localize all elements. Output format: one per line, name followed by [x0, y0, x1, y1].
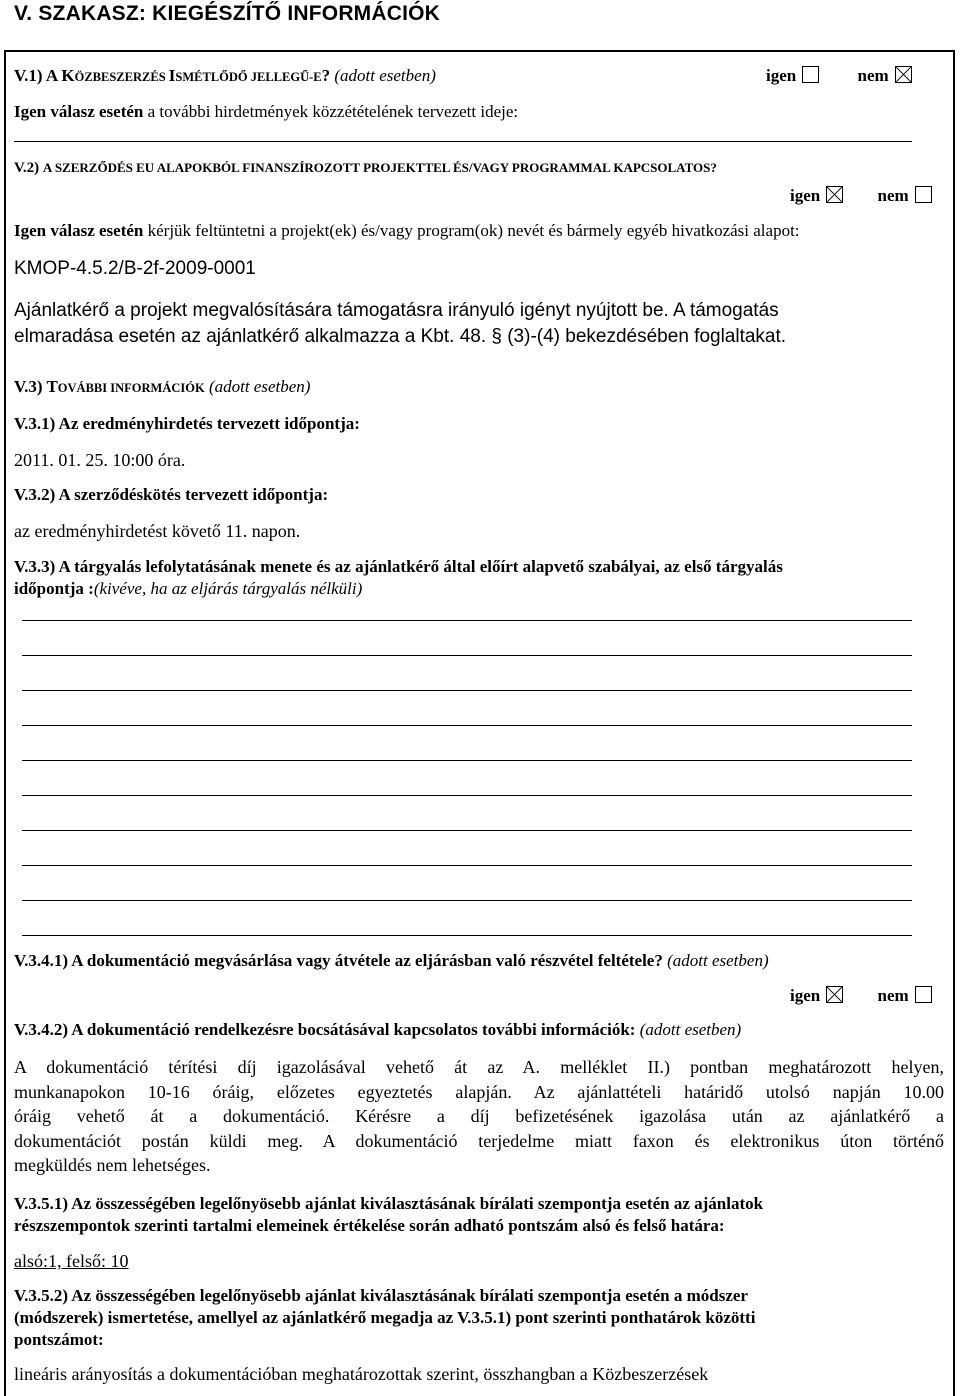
v1-note: (adott esetben) [334, 66, 436, 85]
v342-line: A dokumentáció térítési díj igazolásával vehető át az A. melléklet II.) pontban meghatározott helyen, [14, 1057, 944, 1077]
v1-igen-checkbox[interactable] [802, 66, 819, 83]
v341-nem-checkbox[interactable] [915, 986, 932, 1003]
v342-line: óráig vehető át a dokumentáció. Kérésre a díj befizetésének igazolása után az ajánlatkérő a [14, 1106, 944, 1127]
v32-value: az eredményhirdetést követő 11. napon. [14, 521, 301, 541]
v33-answer-line [22, 830, 912, 831]
v33-answer-line [22, 900, 912, 901]
v352-title-line1: V.3.5.2) Az összességében legelőnyösebb ajánlat kiválasztásának bírálati szempontja esetén a módszer [14, 1286, 748, 1305]
v2-igen-checkbox[interactable] [826, 186, 843, 203]
v33-answer-line [22, 795, 912, 796]
v31-value: 2011. 01. 25. 10:00 óra. [14, 450, 186, 470]
v352-title-line2: (módszerek) ismertetése, amellyel az ajánlatkérő megadja az V.3.5.1) pont szerinti ponthatárok közötti [14, 1308, 756, 1327]
v2-answer-prompt: Igen válasz esetén kérjük feltüntetni a projekt(ek) és/vagy program(ok) nevét és bármely egyéb hivatkozási alapot: [14, 221, 800, 240]
v33-answer-line [22, 760, 912, 761]
v1-options: igen nem [766, 66, 912, 86]
v33-title-line2: időpontja :(kivéve, ha az eljárás tárgyalás nélküli) [14, 579, 363, 598]
v2-options: igen nem [790, 186, 932, 206]
v3-title: V.3) TOVÁBBI INFORMÁCIÓK (adott esetben) [14, 377, 311, 396]
v342-line: dokumentációt postán küldi meg. A dokumentáció terjedelme miatt faxon és elektronikus úton történő [14, 1130, 944, 1151]
v352-title-line3: pontszámot: [14, 1330, 104, 1349]
v341-title: V.3.4.1) A dokumentáció megvásárlása vagy átvétele az eljárásban való részvétel feltétele? (adott esetben) [14, 951, 769, 970]
v33-answer-line [22, 620, 912, 621]
v33-answer-line [22, 725, 912, 726]
v342-paragraph [14, 1055, 944, 1178]
section-heading: V. SZAKASZ: KIEGÉSZÍTŐ INFORMÁCIÓK [14, 2, 441, 25]
v33-answer-line [22, 655, 912, 656]
v33-answer-line [22, 935, 912, 936]
v342-line: megküldés nem lehetséges. [14, 1155, 211, 1176]
v32-title: V.3.2) A szerződéskötés tervezett időpontja: [14, 485, 329, 504]
v1-answer-prompt: Igen válasz esetén a további hirdetmények közzétételének tervezett ideje: [14, 102, 519, 121]
v352-value: lineáris arányosítás a dokumentációban meghatározottak szerint, összhangban a Közbeszerzések [14, 1364, 709, 1384]
v33-answer-line [22, 865, 912, 866]
v351-value: alsó:1, felső: 10 [14, 1251, 129, 1271]
v1-answer-line [14, 141, 912, 142]
v2-nem-checkbox[interactable] [915, 186, 932, 203]
v351-title-line1: V.3.5.1) Az összességében legelőnyösebb ajánlat kiválasztásának bírálati szempontja esetén az ajánlatok [14, 1194, 764, 1213]
v33-title-line1: V.3.3) A tárgyalás lefolytatásának menete és az ajánlatkérő által előírt alapvető szabályai, az első tárgyalás [14, 557, 783, 576]
v341-options: igen nem [790, 986, 932, 1006]
v342-title: V.3.4.2) A dokumentáció rendelkezésre bocsátásával kapcsolatos további információk: (adott esetben) [14, 1020, 742, 1039]
v2-title: V.2) A SZERZŐDÉS EU ALAPOKBÓL FINANSZÍROZOTT PROJEKTTEL ÉS/VAGY PROGRAMMAL KAPCSOLATOS? [14, 160, 717, 176]
v351-title-line2: részszempontok szerinti tartalmi elemeinek értékelése során adható pontszám alsó és felső határa: [14, 1216, 725, 1235]
v2-paragraph-line1: Ajánlatkérő a projekt megvalósítására támogatásra irányuló igényt nyújtott be. A támogatás [14, 300, 779, 321]
project-code: KMOP-4.5.2/B-2f-2009-0001 [14, 258, 256, 279]
v1-nem-checkbox[interactable] [895, 66, 912, 83]
v341-igen-checkbox[interactable] [826, 986, 843, 1003]
v342-line: munkanapokon 10-16 óráig, előzetes egyeztetés alapján. Az ajánlattételi határidő utolsó napján 10.00 [14, 1081, 944, 1102]
v31-title: V.3.1) Az eredményhirdetés tervezett időpontja: [14, 414, 360, 433]
v1-title: V.1) A KÖZBESZERZÉS ISMÉTLŐDŐ JELLEGŰ-E? (adott esetben) [14, 66, 436, 85]
v33-answer-line [22, 690, 912, 691]
v2-paragraph-line2: elmaradása esetén az ajánlatkérő alkalmazza a Kbt. 48. § (3)-(4) bekezdésében foglaltakat. [14, 326, 787, 347]
